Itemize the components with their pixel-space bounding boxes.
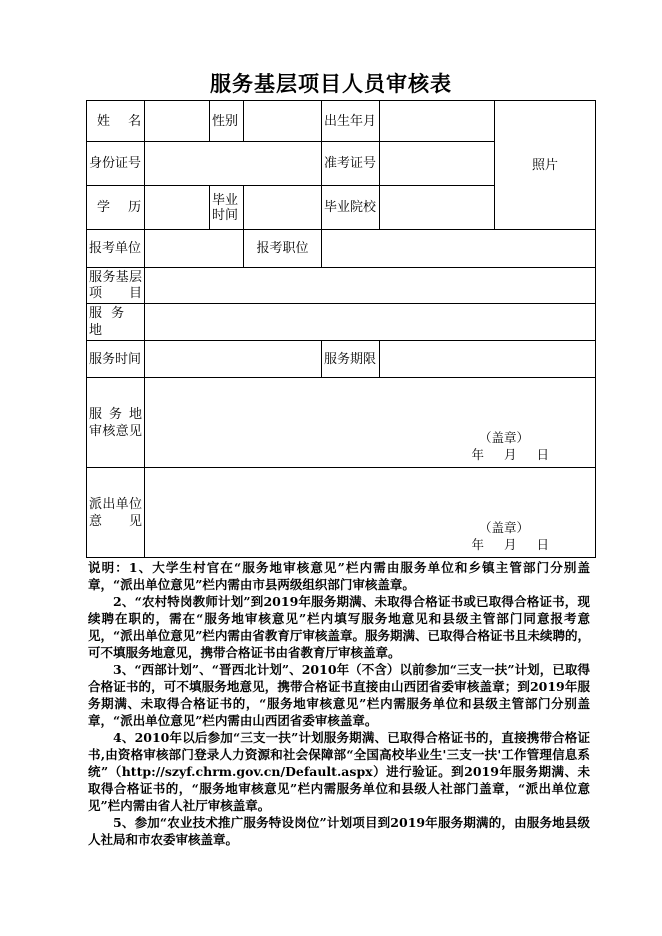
school-value[interactable] (380, 186, 495, 230)
seal-text: （盖章） (478, 520, 529, 535)
service-term-value[interactable] (380, 341, 596, 378)
birth-label: 出生年月 (322, 101, 380, 142)
project-label: 服务基层项目 (87, 268, 145, 304)
gender-value[interactable] (244, 101, 322, 142)
note-4: 4、2010年以后参加“三支一扶”计划服务期满、已取得合格证书的，直接携带合格证书,由资格审核部门登录人力资源和社会保障部“全国高校毕业生'三支一扶'工作管理信息系统”（http://szyf.chrm.gov.cn/Default.aspx）进行验证。到2019年服务期满、未取得合格证书的，“服务地审核意见”栏内需服务单位和县级人社部门盖章，“派出单位意见”栏内需由省人社厅审核盖章。 (88, 730, 590, 813)
service-time-value[interactable] (145, 341, 322, 378)
project-value[interactable] (145, 268, 596, 304)
local-review-signature (472, 429, 549, 463)
apply-post-label: 报考职位 (244, 230, 322, 268)
note-3: 3、“西部计划”、“晋西北计划”、2010年（不含）以前参加“三支一扶”计划，已取得合格证书的，可不填服务地意见，携带合格证书直接由山西团省委审核盖章；到2019年服务期满、未取得合格证书的，“服务地审核意见”栏内需服务单位和县级主管部门分别盖章，“派出单位意见”栏内需由山西团省委审核盖章。 (88, 662, 590, 728)
grad-time-label: 毕业时间 (210, 186, 244, 230)
gender-label: 性别 (210, 101, 244, 142)
birth-value[interactable] (380, 101, 495, 142)
local-review-field[interactable] (145, 378, 596, 468)
service-time-label: 服务时间 (87, 341, 145, 378)
form-title: 服务基层项目人员审核表 (210, 72, 452, 96)
id-number-value[interactable] (145, 142, 322, 186)
seal-text: （盖章） (478, 430, 529, 445)
location-label: 服 务 地 (87, 304, 145, 341)
location-value[interactable] (145, 304, 596, 341)
instructions (88, 559, 590, 848)
school-label: 毕业院校 (322, 186, 380, 230)
exam-number-value[interactable] (380, 142, 495, 186)
name-value[interactable] (145, 101, 210, 142)
note-2: 2、“农村特岗教师计划”到2019年服务期满、未取得合格证书或已取得合格证书，现续聘在职的，需在“服务地审核意见”栏内填写服务地意见和县级主管部门同意报考意见，“派出单位意见”栏内需由省教育厅审核盖章。服务期满、已取得合格证书且未续聘的，可不填服务地意见，携带合格证书由省教育厅审核盖章。 (88, 594, 590, 660)
apply-unit-label: 报考单位 (87, 230, 145, 268)
name-label: 姓 名 (87, 101, 145, 142)
dispatch-review-signature (472, 519, 549, 553)
date-text: 年 月 日 (471, 537, 549, 552)
id-number-label: 身份证号 (87, 142, 145, 186)
dispatch-review-field[interactable] (145, 468, 596, 558)
service-term-label: 服务期限 (322, 341, 380, 378)
apply-unit-value[interactable] (145, 230, 244, 268)
note-1: 说明：1、大学生村官在“服务地审核意见”栏内需由服务单位和乡镇主管部门分别盖章，“派出单位意见”栏内需由市县两级组织部门审核盖章。 (88, 560, 590, 592)
photo-cell[interactable]: 照片 (495, 101, 596, 230)
grad-time-value[interactable] (244, 186, 322, 230)
exam-number-label: 准考证号 (322, 142, 380, 186)
note-5: 5、参加“农业技术推广服务特设岗位”计划项目到2019年服务期满的，由服务地县级人社局和市农委审核盖章。 (88, 815, 590, 847)
date-text: 年 月 日 (471, 447, 549, 462)
local-review-label: 服 务 地 审核意见 (87, 378, 145, 468)
apply-post-value[interactable] (322, 230, 596, 268)
education-label: 学 历 (87, 186, 145, 230)
review-form-table (86, 100, 596, 558)
education-value[interactable] (145, 186, 210, 230)
dispatch-review-label: 派出单位意 见 (87, 468, 145, 558)
